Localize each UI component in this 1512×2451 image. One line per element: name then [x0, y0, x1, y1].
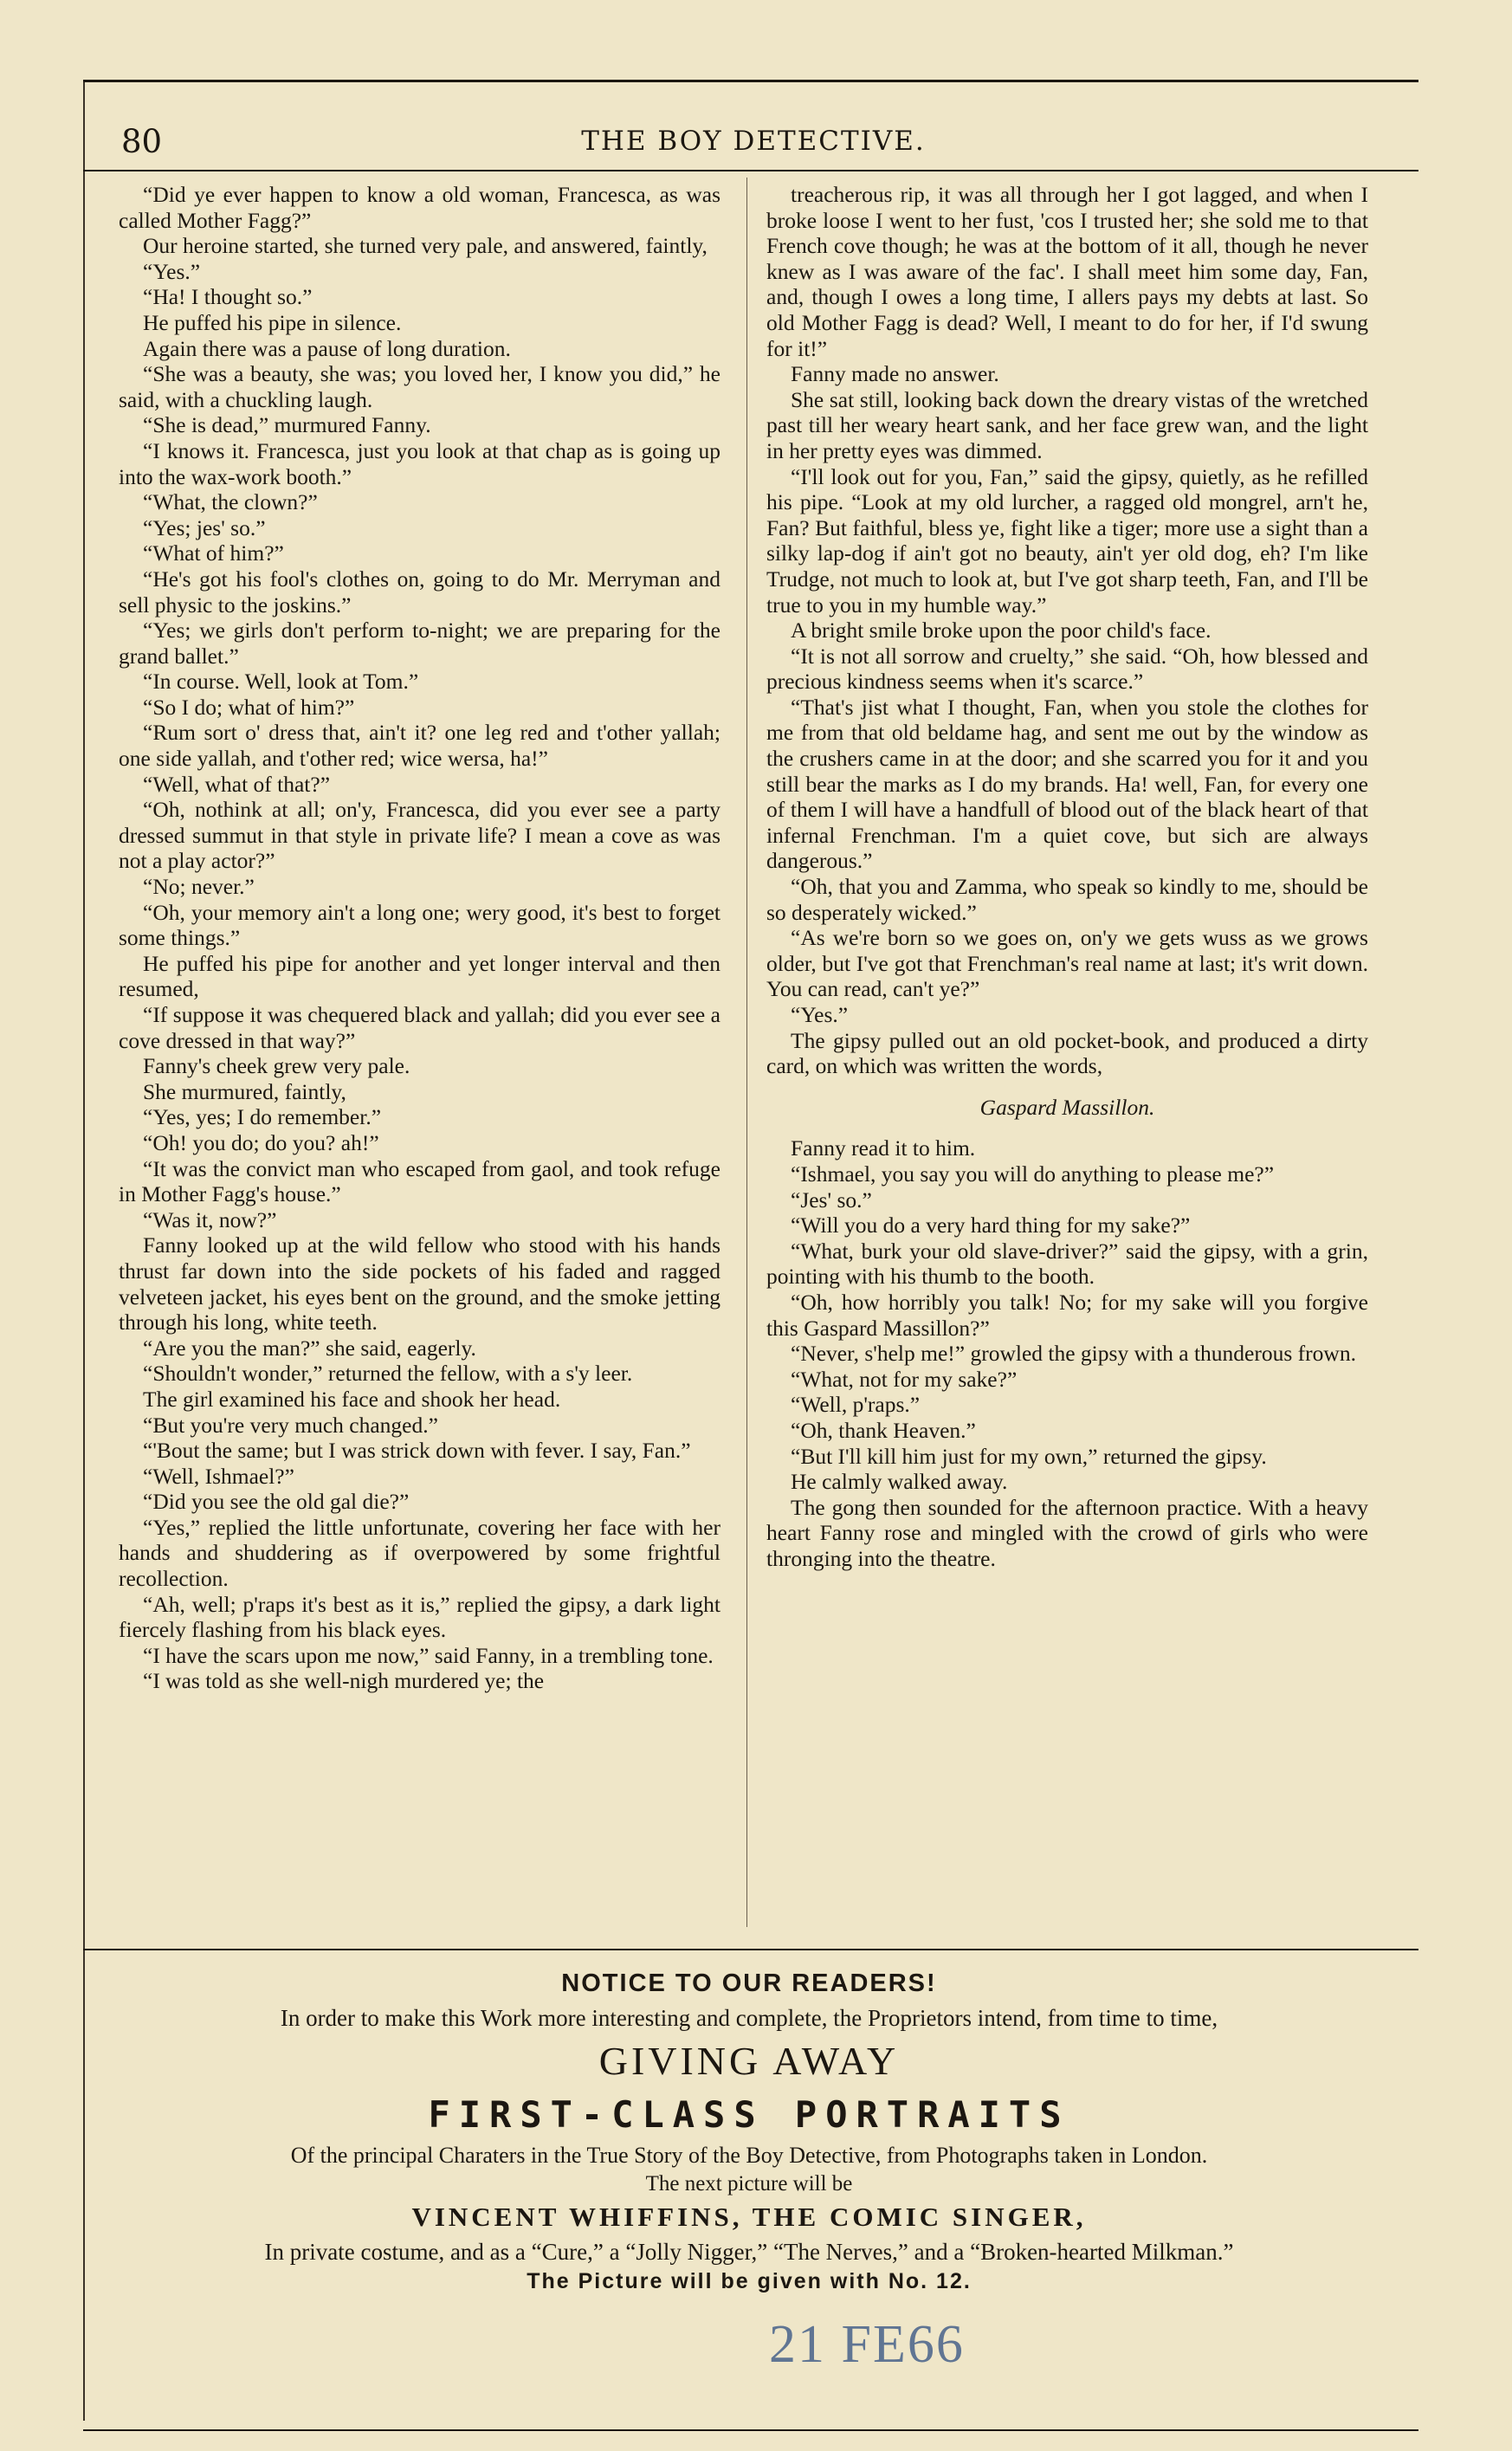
paragraph: Fanny read it to him. — [791, 1135, 976, 1161]
paragraph: “I have the scars upon me now,” said Fanny, in a trembling tone. — [143, 1642, 714, 1668]
paragraph: He puffed his pipe in silence. — [143, 309, 402, 335]
paragraph: “Yes.” — [791, 1002, 849, 1027]
paragraph: “Yes; we girls don't perform to-night; we are preparing for the grand ballet.” — [119, 618, 720, 669]
paragraph: “In course. Well, look at Tom.” — [143, 669, 419, 695]
bottom-rule — [83, 2429, 1418, 2431]
paragraph: “Oh, your memory ain't a long one; wery good, it's best to forget some things.” — [119, 899, 720, 951]
page-number: 80 — [121, 122, 163, 160]
page-header — [121, 120, 1377, 163]
paragraph: “Oh, how horribly you talk! No; for my sake will you forgive this Gaspard Massillon?” — [766, 1289, 1368, 1341]
paragraph: “I knows it. Francesca, just you look at that chap as is going up into the wax-work booth.” — [119, 437, 720, 489]
left-edge-rule — [83, 82, 85, 2421]
picture-given-line: The Picture will be given with No. 12. — [527, 2269, 972, 2293]
paragraph: “He's got his fool's clothes on, going to do Mr. Merryman and sell physic to the joskins.” — [119, 566, 720, 618]
left-text-column — [119, 182, 720, 1923]
paragraph: “Was it, now?” — [143, 1206, 277, 1232]
running-title: THE BOY DETECTIVE. — [581, 126, 926, 157]
principal-characters-line: Of the principal Charaters in the True Story of the Boy Detective, from Photographs taken in London. — [290, 2143, 1208, 2168]
paragraph: “Well, what of that?” — [143, 771, 331, 797]
paragraph: “Are you the man?” she said, eagerly. — [143, 1335, 476, 1361]
notice-intro: In order to make this Work more interesting and complete, the Proprietors intend, from time to time, — [280, 2005, 1218, 2031]
paragraph: “Well, p'raps.” — [791, 1392, 921, 1418]
paragraph: “No; never.” — [143, 874, 255, 900]
paragraph: “As we're born so we goes on, on'y we gets wuss as we grows older, but I've got that Frenchman's real name at last; it's writ down. You can read, can't ye?” — [766, 925, 1368, 1002]
paragraph: A bright smile broke upon the poor child's face. — [791, 618, 1212, 643]
paragraph: “What, burk your old slave-driver?” said the gipsy, with a grin, pointing with his thumb to the booth. — [766, 1238, 1368, 1290]
comic-singer-line: VINCENT WHIFFINS, THE COMIC SINGER, — [411, 2202, 1087, 2232]
paragraph: “Shouldn't wonder,” returned the fellow, with a s'y leer. — [143, 1361, 633, 1387]
paragraph: “Jes' so.” — [791, 1187, 872, 1213]
paragraph: “Well, Ishmael?” — [143, 1463, 294, 1489]
paragraph: “She is dead,” murmured Fanny. — [143, 412, 431, 438]
next-picture-line: The next picture will be — [645, 2172, 853, 2196]
paragraph: “It is not all sorrow and cruelty,” she said. “Oh, how blessed and precious kindness seems when it's scarce.” — [766, 643, 1368, 695]
paragraph: “I was told as she well-nigh murdered ye; the — [143, 1668, 545, 1694]
column-divider — [746, 178, 747, 1927]
notice-top-rule — [83, 1949, 1418, 1950]
paragraph: “Did ye ever happen to know a old woman, Francesca, as was called Mother Fagg?” — [119, 182, 720, 233]
paragraph: “Yes; jes' so.” — [143, 514, 266, 540]
paragraph: Again there was a pause of long duration. — [143, 335, 511, 361]
giving-away-heading: GIVING AWAY — [598, 2039, 900, 2083]
paragraph: Our heroine started, she turned very pale, and answered, faintly, — [143, 233, 708, 259]
paragraph: “Ishmael, you say you will do anything to please me?” — [791, 1161, 1275, 1187]
paragraph: “So I do; what of him?” — [143, 694, 355, 720]
card-name: Gaspard Massillon. — [979, 1094, 1155, 1120]
notice-section — [121, 1964, 1377, 2295]
paragraph: “What of him?” — [143, 540, 284, 566]
paragraph: “Never, s'help me!” growled the gipsy with a thunderous frown. — [791, 1341, 1356, 1367]
paragraph: She sat still, looking back down the dreary vistas of the wretched past till her weary heart sank, and her face grew wan, and the light in her pretty eyes was dimmed. — [766, 386, 1368, 463]
paragraph: He calmly walked away. — [791, 1469, 1008, 1495]
paragraph: “Yes, yes; I do remember.” — [143, 1104, 382, 1130]
paragraph: “But you're very much changed.” — [143, 1412, 438, 1438]
paragraph: treacherous rip, it was all through her I got lagged, and when I broke loose I went to her fust, 'cos I trusted her; she sold me to that French cove though; he was at the bottom of it all, though he never knew as I was aware of the fac'. I shall meet him some day, Fan, and, though I owes a long time, I allers pays my debts at last. So old Mother Fagg is dead? Well, I meant to do for her, if I'd swung for it!” — [766, 182, 1368, 361]
header-rule — [83, 170, 1418, 171]
paragraph: “If suppose it was chequered black and yallah; did you ever see a cove dressed in that way?” — [119, 1002, 720, 1053]
paragraph: “Oh! you do; do you? ah!” — [143, 1129, 379, 1155]
paragraph: “That's jist what I thought, Fan, when you stole the clothes for me from that old beldame hag, and sent me out by the window as the crushers came in at the door; and she scarred you for it and you still bear the marks as I do my brands. Ha! well, Fan, for every one of them I will have a handfull of blood out of the black heart of that infernal Frenchman. I'm a quiet cove, but sich are always dangerous.” — [766, 694, 1368, 874]
paragraph: She murmured, faintly, — [143, 1078, 346, 1104]
paragraph: “I'll look out for you, Fan,” said the gipsy, quietly, as he refilled his pipe. “Look at my old lurcher, a ragged old mongrel, arn't he, Fan? But faithful, bless ye, fight like a tiger; more use a sight than a silky lap-dog if ain't got no beauty, ain't yer old dog, eh? I'm like Trudge, not much to look at, but I've got sharp teeth, Fan, and I'll be true to you in my humble way.” — [766, 463, 1368, 618]
paragraph: “What, not for my sake?” — [791, 1366, 1018, 1392]
costume-line: In private costume, and as a “Cure,” a “Jolly Nigger,” “The Nerves,” and a “Broken-hearted Milkman.” — [264, 2239, 1234, 2265]
notice-heading: NOTICE TO OUR READERS! — [561, 1969, 937, 1997]
paragraph: The girl examined his face and shook her head. — [143, 1386, 561, 1412]
paragraph: “Oh, that you and Zamma, who speak so kindly to me, should be so desperately wicked.” — [766, 874, 1368, 925]
paragraph: He puffed his pipe for another and yet longer interval and then resumed, — [119, 950, 720, 1002]
paragraph: “Oh, nothink at all; on'y, Francesca, did you ever see a party dressed summut in that style in private life? I mean a cove as was not a play actor?” — [119, 797, 720, 874]
paragraph: “She was a beauty, she was; you loved her, I know you did,” he said, with a chuckling laugh. — [119, 361, 720, 412]
paragraph: “Rum sort o' dress that, ain't it? one leg red and t'other yallah; one side yallah, and t'other red; wice wersa, ha!” — [119, 720, 720, 772]
paragraph: “What, the clown?” — [143, 489, 318, 515]
paragraph: “'Bout the same; but I was strick down with fever. I say, Fan.” — [143, 1438, 691, 1464]
paragraph: Fanny's cheek grew very pale. — [143, 1053, 410, 1079]
paragraph: The gipsy pulled out an old pocket-book, and produced a dirty card, on which was written the words, — [766, 1027, 1368, 1079]
date-stamp: 21 FE66 — [769, 2315, 965, 2374]
paragraph: “Did you see the old gal die?” — [143, 1489, 410, 1515]
paragraph: “Will you do a very hard thing for my sake?” — [791, 1213, 1191, 1238]
paragraph: “Yes.” — [143, 258, 201, 284]
paragraph: “Oh, thank Heaven.” — [791, 1417, 976, 1443]
paragraph: “But I'll kill him just for my own,” returned the gipsy. — [791, 1443, 1267, 1469]
paragraph: “Yes,” replied the little unfortunate, covering her face with her hands and shuddering as if overpowered by some frightful recollection. — [119, 1514, 720, 1592]
top-rule — [83, 80, 1418, 82]
paragraph: The gong then sounded for the afternoon practice. With a heavy heart Fanny rose and mingled with the crowd of girls who were thronging into the theatre. — [766, 1494, 1368, 1571]
paragraph: Fanny looked up at the wild fellow who stood with his hands thrust far down into the side pockets of his faded and ragged velveteen jacket, his eyes bent on the ground, and the smoke jetting through his long, white teeth. — [119, 1232, 720, 1335]
paragraph: Fanny made no answer. — [791, 361, 999, 387]
portraits-heading: FIRST-CLASS PORTRAITS — [428, 2093, 1070, 2136]
paragraph: “Ah, well; p'raps it's best as it is,” replied the gipsy, a dark light fiercely flashing from his black eyes. — [119, 1591, 720, 1643]
right-text-column — [766, 182, 1368, 1923]
paragraph: “It was the convict man who escaped from gaol, and took refuge in Mother Fagg's house.” — [119, 1155, 720, 1207]
paragraph: “Ha! I thought so.” — [143, 284, 313, 310]
